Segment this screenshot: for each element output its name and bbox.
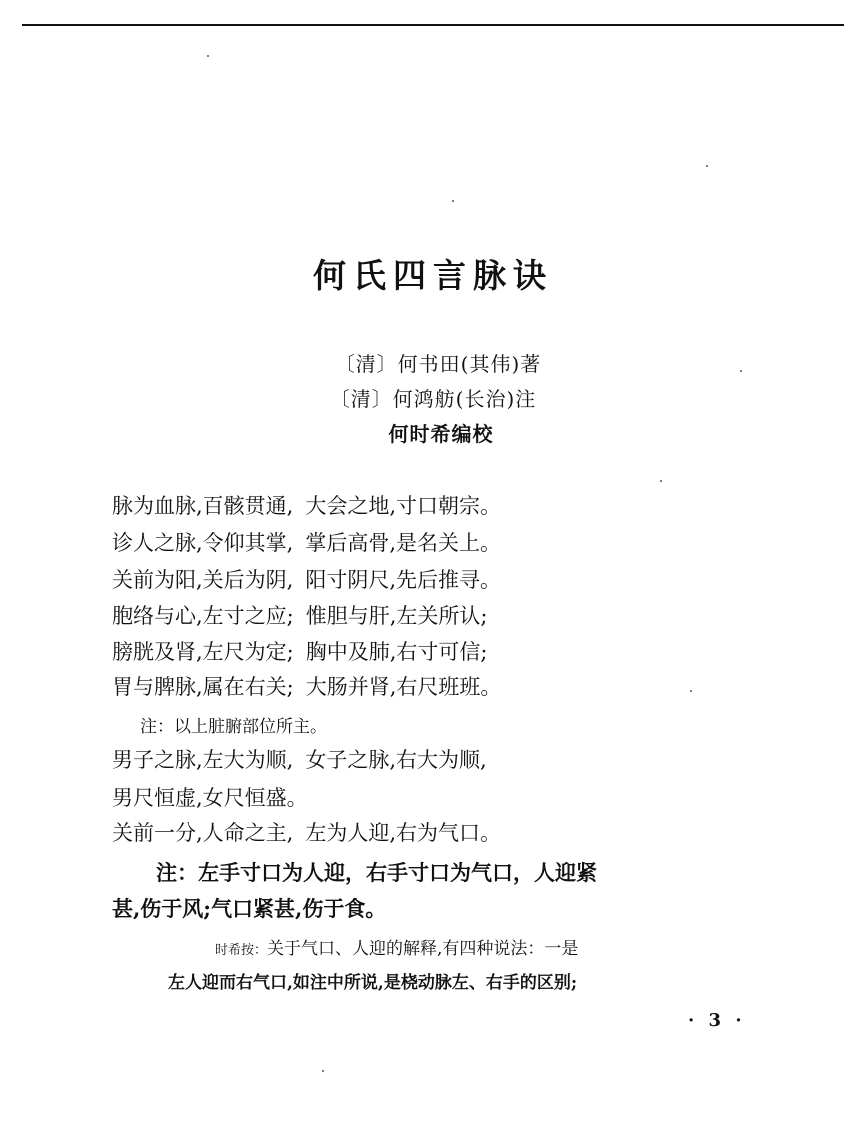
page-number: · 3 · xyxy=(688,1010,746,1031)
verse-line: 关前一分,人命之主, 左为人迎,右为气口。 xyxy=(112,821,502,845)
verse-line: 诊人之脉,令仰其掌, 掌后高骨,是名关上。 xyxy=(112,531,502,555)
top-rule xyxy=(22,24,844,26)
scan-speck xyxy=(690,690,692,692)
verse-line: 胞络与心,左寸之应; 惟胆与肝,左关所认; xyxy=(112,604,488,628)
scan-speck xyxy=(207,55,209,57)
verse-line: 关前为阳,关后为阴, 阳寸阴尺,先后推寻。 xyxy=(112,568,502,592)
scan-speck xyxy=(706,165,708,167)
verse-line: 男子之脉,左大为顺, 女子之脉,右大为顺, xyxy=(112,748,487,772)
scan-speck xyxy=(452,200,454,202)
author-line-1: 〔清〕何书田(其伟)著 xyxy=(334,352,542,376)
scan-speck xyxy=(660,480,662,482)
scan-speck xyxy=(322,1070,324,1072)
note-organ-positions: 注：以上脏腑部位所主。 xyxy=(140,717,327,737)
page-title: 何氏四言脉诀 xyxy=(313,256,553,295)
verse-line: 膀胱及肾,左尺为定; 胸中及肺,右寸可信; xyxy=(112,640,488,664)
note-renying-qikou-1: 注：左手寸口为人迎，右手寸口为气口，人迎紧 xyxy=(156,860,597,885)
verse-line: 男尺恒虚,女尺恒盛。 xyxy=(112,786,308,810)
annotation-line-2: 左人迎而右气口,如注中所说,是桡动脉左、右手的区别; xyxy=(168,973,578,993)
annotation-line-1: 时希按：关于气口、人迎的解释,有四种说法：一是 xyxy=(215,939,579,959)
editor-line: 何时希编校 xyxy=(388,422,494,446)
scan-speck xyxy=(740,370,742,372)
author-line-2: 〔清〕何鸿舫(长治)注 xyxy=(329,387,537,411)
note-renying-qikou-2: 甚,伤于风;气口紧甚,伤于食。 xyxy=(112,896,387,921)
verse-line: 胃与脾脉,属在右关; 大肠并肾,右尺班班。 xyxy=(112,675,502,699)
annotation-label: 时希按： xyxy=(215,943,268,958)
verse-line: 脉为血脉,百骸贯通, 大会之地,寸口朝宗。 xyxy=(112,494,502,518)
